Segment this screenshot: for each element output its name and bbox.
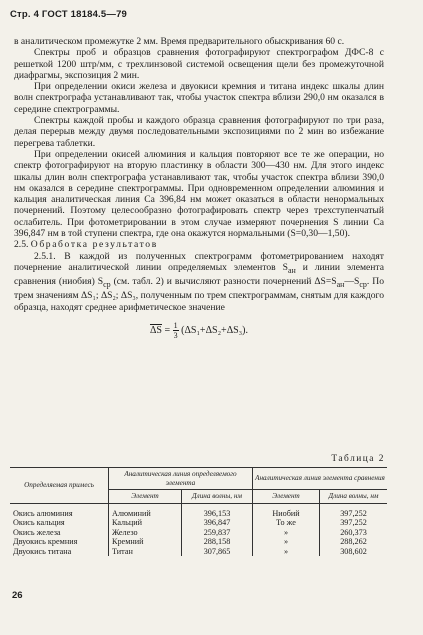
formula-rhs: (ΔS₁+ΔS₂+ΔS₃).	[181, 324, 248, 336]
table-row	[10, 518, 387, 528]
formula-lhs: $\overline{\Delta S}$	[149, 324, 162, 336]
header-element2: Элемент	[253, 490, 320, 504]
subscript: ан	[287, 265, 296, 275]
subscript: ср	[359, 280, 367, 290]
page-header: Стр. 4 ГОСТ 18184.5—79	[10, 9, 128, 20]
cell-element: Кальций	[109, 518, 182, 528]
cell-element: Железо	[109, 528, 182, 538]
cell-wavelength: 307,865	[182, 547, 253, 557]
text-run: —S	[344, 276, 360, 288]
cell-element: Титан	[109, 547, 182, 557]
cell-ref-wavelength: 308,602	[320, 547, 388, 557]
paragraph-2-5-1	[14, 251, 384, 313]
table-row	[10, 528, 387, 538]
cell-ref-wavelength: 397,252	[320, 518, 388, 528]
body-text	[14, 36, 384, 349]
cell-ref-wavelength: 397,252	[320, 503, 388, 518]
table-title: Таблица 2	[331, 454, 385, 464]
cell-ref-element: То же	[253, 518, 320, 528]
fraction-numerator: 1	[173, 320, 178, 330]
header-wavelength2: Длина волны, нм	[320, 490, 388, 504]
cell-wavelength: 288,158	[182, 537, 253, 547]
table-row	[10, 547, 387, 557]
table-row	[10, 537, 387, 547]
formula	[14, 321, 384, 340]
cell-element: Алюминий	[109, 503, 182, 518]
cell-ref-wavelength: 260,373	[320, 528, 388, 538]
section-number: 2.5.	[14, 239, 29, 251]
paragraph: При определении окисей алюминия и кальция повторяют все те же операции, но спектр фотографируют на вторую пластинку в области 300—430 нм. Для этого индекс шкалы длин волн спектрографа устанавливают так, чтобы участок спектра вблизи 390,0 нм оказался в середине спектрограммы. При одновременном определении алюминия и кальция аналитическая линия Са 396,84 нм может оказаться в области ненормальных почернений. Поэтому целесообразно фотографировать спектр через трехступенчатый ослабитель. При фотометрировании в этом случае измеряют почернения S линии Са 396,847 нм в той ступени спектра, где она окажутся нормальными (S=0,30—1,50).	[14, 148, 384, 240]
cell-substance: Окись алюминия	[13, 508, 73, 518]
cell-substance: Окись кальция	[13, 518, 65, 528]
cell-substance: Окись железа	[13, 527, 61, 537]
text-run: и линии элемента сравнения (ниобия) S	[14, 261, 384, 288]
text-run: . По трем значениям ΔS₁; ΔS₂; ΔS₃, полученным по трем спектрограммам, снятым для каждого образца, находят среднее арифметическое значение	[14, 276, 385, 313]
header-wavelength: Длина волны, нм	[182, 490, 253, 504]
subscript: ан	[336, 280, 345, 290]
cell-ref-element: Ниобий	[253, 503, 320, 518]
cell-ref-element: »	[253, 528, 320, 538]
cell-substance: Двуокись кремния	[13, 537, 78, 547]
section-heading	[14, 239, 384, 250]
formula-fraction	[173, 321, 179, 340]
text-run: 2.5.1. В каждой из полученных спектрограмм фотометрированием находят почернение аналитической линии определяемых элементов S	[14, 250, 384, 273]
fraction-denominator: 3	[173, 330, 178, 340]
text-run: (см. табл. 2) и вычисляют разности почернений ΔS=S	[110, 276, 337, 288]
paragraph: Спектры каждой пробы и каждого образца сравнения фотографируют по три раза, делая перерыв между двумя последовательными экспозициями по 2 мин во избежание перегрева таблетки.	[14, 115, 384, 149]
subscript: ср	[103, 280, 111, 290]
cell-wavelength: 396,847	[182, 518, 253, 528]
cell-ref-element: »	[253, 537, 320, 547]
cell-ref-wavelength: 288,262	[320, 537, 388, 547]
section-title: Обработка результатов	[30, 239, 158, 251]
paragraph: Спектры проб и образцов сравнения фотографируют спектрографом ДФС-8 с решеткой 1200 штр/мм, с трехлинзовой системой освещения щели без промежуточной диафрагмы, экспозиция 2 мин.	[14, 47, 384, 81]
header-analytical-group: Аналитическая линия определяемого элемента	[109, 468, 253, 490]
paragraph: При определении окиси железа и двуокиси кремния и титана индекс шкалы длин волн спектрографа устанавливают так, чтобы участок спектра вблизи 290,0 нм оказался в середине спектрограммы.	[14, 81, 384, 115]
table-row	[10, 503, 387, 518]
header-substance: Определяемая примесь	[10, 468, 109, 504]
header-element: Элемент	[109, 490, 182, 504]
page-number: 26	[12, 590, 23, 601]
cell-substance: Двуокись титана	[13, 546, 72, 556]
paragraph: в аналитическом промежутке 2 мм. Время предварительного обыскривания 60 с.	[14, 36, 345, 47]
cell-wavelength: 396,153	[182, 503, 253, 518]
cell-element: Кремний	[109, 537, 182, 547]
header-reference-group: Аналитическая линия элемента сравнения	[253, 468, 388, 490]
cell-ref-element: »	[253, 547, 320, 557]
data-table	[10, 467, 387, 556]
cell-wavelength: 259,837	[182, 528, 253, 538]
formula-eq: =	[164, 324, 171, 336]
